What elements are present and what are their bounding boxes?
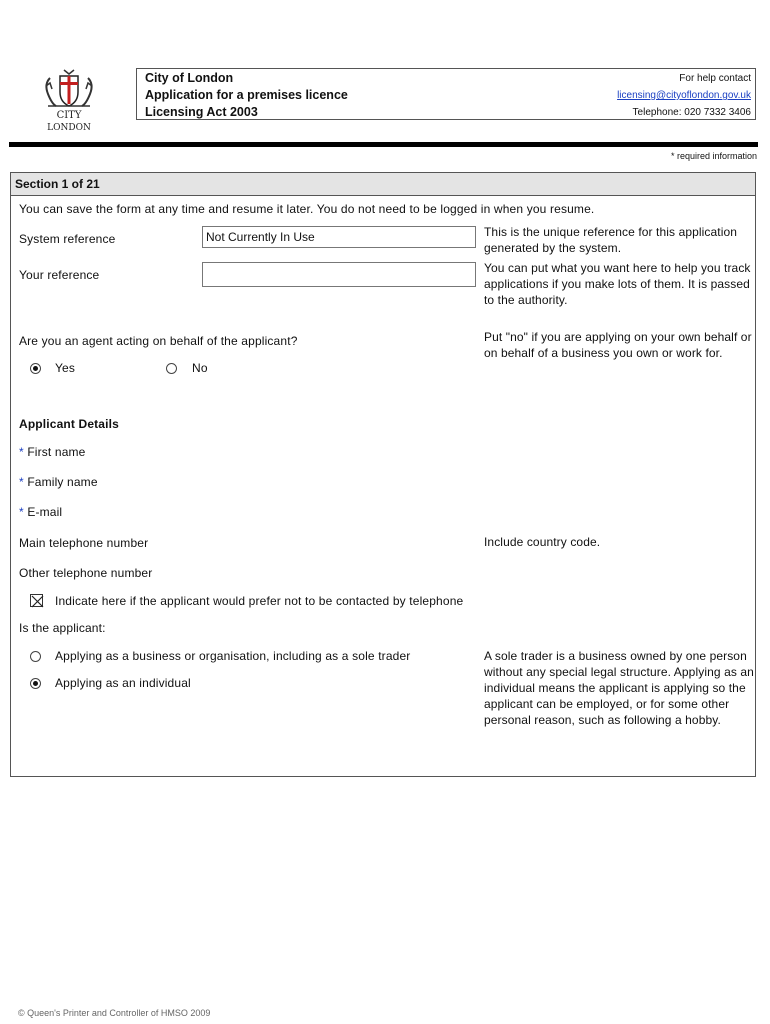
system-reference-label: System reference bbox=[19, 232, 116, 246]
city-of-london-logo bbox=[38, 68, 100, 134]
no-telephone-contact-checkbox[interactable] bbox=[30, 594, 43, 607]
agent-yes-radio[interactable] bbox=[30, 363, 41, 374]
family-name-label-text: Family name bbox=[27, 475, 98, 489]
help-phone: Telephone: 020 7332 3406 bbox=[632, 107, 751, 118]
agent-question-label: Are you an agent acting on behalf of the applicant? bbox=[19, 334, 298, 348]
form-header bbox=[136, 68, 756, 120]
required-information-note: * required information bbox=[670, 151, 757, 161]
act-name: Licensing Act 2003 bbox=[145, 105, 258, 119]
applicant-business-label: Applying as a business or organisation, including as a sole trader bbox=[55, 649, 411, 663]
form-title: Application for a premises licence bbox=[145, 88, 348, 102]
applicant-business-radio[interactable] bbox=[30, 651, 41, 662]
family-name-label bbox=[19, 474, 98, 490]
applicant-type-label: Is the applicant: bbox=[19, 621, 106, 635]
copyright-footer: © Queen's Printer and Controller of HMSO 2009 bbox=[18, 1008, 211, 1018]
help-email-link[interactable]: licensing@cityoflondon.gov.uk bbox=[617, 90, 751, 101]
authority-name: City of London bbox=[145, 71, 234, 85]
email-label-text: E-mail bbox=[27, 505, 63, 519]
required-marker: * bbox=[19, 445, 24, 459]
help-contact bbox=[617, 70, 751, 121]
applicant-type-help: A sole trader is a business owned by one person without any special legal structure. Applying as an individual means the applicant is applying so the applicant can be employed, or for some other personal reason, such as following a hobby. bbox=[484, 649, 754, 727]
header-divider bbox=[9, 142, 758, 147]
your-reference-help: You can put what you want here to help you track applications if you make lots of them. It is passed to the authority. bbox=[484, 261, 751, 307]
logo-text-london: LONDON bbox=[47, 123, 91, 133]
section-panel bbox=[10, 172, 756, 777]
first-name-label bbox=[19, 444, 86, 460]
no-telephone-contact-label: Indicate here if the applicant would prefer not to be contacted by telephone bbox=[55, 594, 464, 608]
logo-text-city: CITY bbox=[56, 110, 82, 121]
agent-no-radio[interactable] bbox=[166, 363, 177, 374]
checkbox-cross-icon bbox=[31, 595, 44, 608]
system-reference-help: This is the unique reference for this application generated by the system. bbox=[484, 225, 738, 255]
coat-of-arms-icon bbox=[38, 68, 100, 134]
section-title: Section 1 of 21 bbox=[11, 173, 755, 196]
form-title-block bbox=[145, 70, 348, 121]
first-name-label-text: First name bbox=[27, 445, 86, 459]
required-marker: * bbox=[19, 505, 24, 519]
main-telephone-help: Include country code. bbox=[484, 535, 601, 549]
email-label bbox=[19, 504, 62, 520]
agent-yes-label: Yes bbox=[55, 361, 76, 375]
applicant-individual-label: Applying as an individual bbox=[55, 676, 191, 690]
help-label: For help contact bbox=[679, 73, 751, 84]
applicant-individual-radio[interactable] bbox=[30, 678, 41, 689]
other-telephone-label: Other telephone number bbox=[19, 566, 153, 580]
applicant-details-heading: Applicant Details bbox=[19, 417, 119, 431]
your-reference-input[interactable] bbox=[202, 262, 476, 287]
section-intro: You can save the form at any time and resume it later. You do not need to be logged in when you resume. bbox=[19, 202, 595, 216]
agent-no-label: No bbox=[192, 361, 208, 375]
agent-question-help: Put "no" if you are applying on your own behalf or on behalf of a business you own or work for. bbox=[484, 330, 752, 360]
your-reference-label: Your reference bbox=[19, 268, 100, 282]
required-marker: * bbox=[19, 475, 24, 489]
system-reference-field: Not Currently In Use bbox=[202, 226, 476, 248]
main-telephone-label: Main telephone number bbox=[19, 536, 149, 550]
